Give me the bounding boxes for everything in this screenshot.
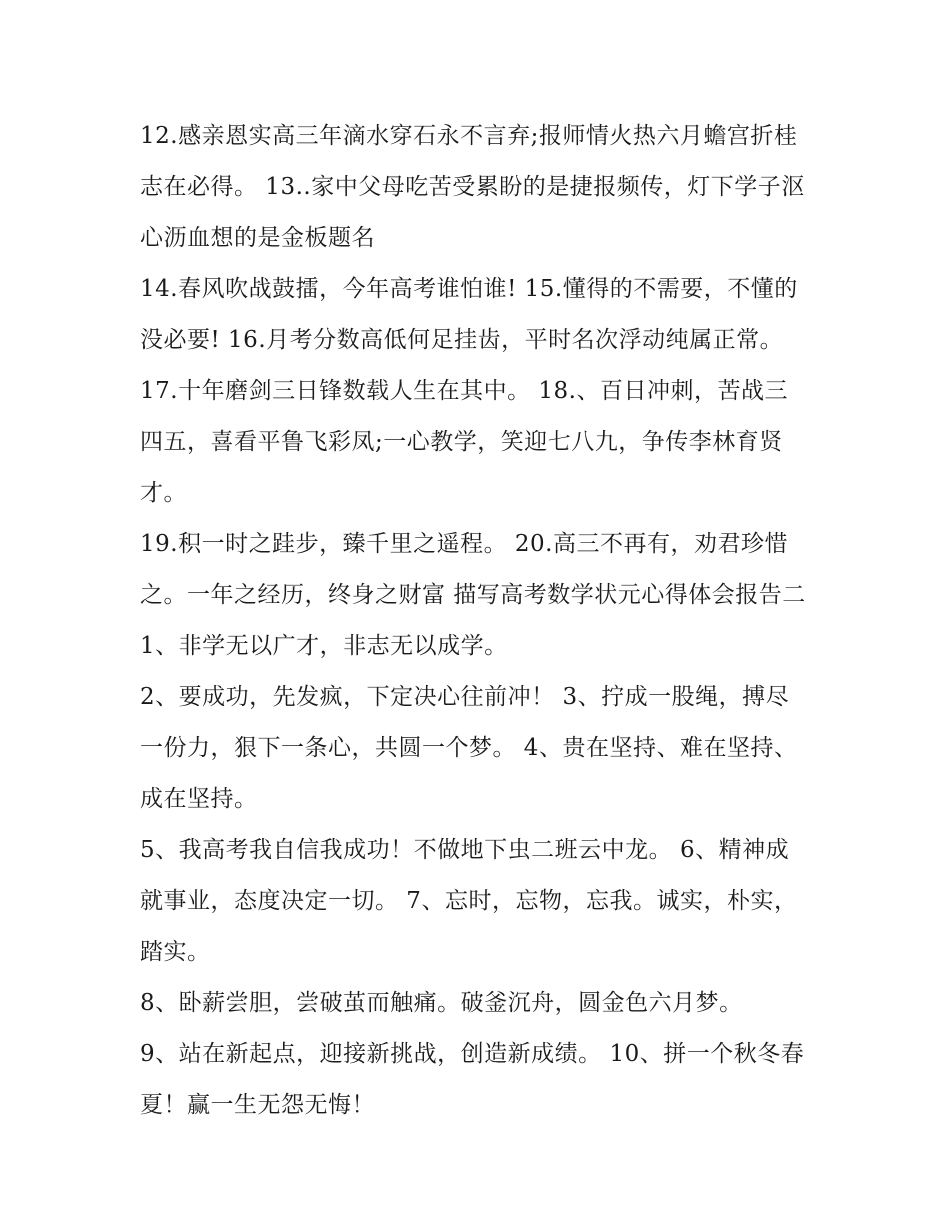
paragraph-5: 2、要成功，先发疯，下定决心往前冲！ 3、拧成一股绳，搏尽一份力，狠下一条心，共圆一个梦。 4、贵在坚持、难在坚持、成在坚持。	[140, 684, 798, 812]
paragraph-8: 9、站在新起点，迎接新挑战，创造新成绩。 10、拼一个秋冬春夏！赢一生无怨无悔！	[140, 1041, 805, 1118]
paragraph-7: 8、卧薪尝胆，尝破茧而触痛。破釜沉舟，圆金色六月梦。	[140, 990, 743, 1016]
paragraph-4: 19.积一时之跬步，臻千里之遥程。 20.高三不再有，劝君珍惜之。一年之经历，终身之财富 描写高考数学状元心得体会报告二 1、非学无以广才，非志无以成学。	[140, 531, 806, 659]
paragraph-3: 17.十年磨剑三日锋数载人生在其中。 18.、百日冲刺，苦战三四五，喜看平鲁飞彩凤;一心教学，笑迎七八九，争传李林育贤才。	[140, 378, 788, 506]
paragraph-6: 5、我高考我自信我成功！不做地下虫二班云中龙。 6、精神成就事业，态度决定一切。 7、忘时，忘物，忘我。诚实，朴实，踏实。	[140, 837, 798, 965]
paragraph-1: 12.感亲恩实高三年滴水穿石永不言弃;报师情火热六月蟾宫折桂志在必得。 13..家中父母吃苦受累盼的是捷报频传，灯下学子沤心沥血想的是金板题名	[140, 123, 805, 251]
document-body	[140, 111, 808, 1131]
paragraph-2: 14.春风吹战鼓擂，今年高考谁怕谁! 15.懂得的不需要，不懂的没必要! 16.月考分数高低何足挂齿，平时名次浮动纯属正常。	[140, 276, 798, 353]
